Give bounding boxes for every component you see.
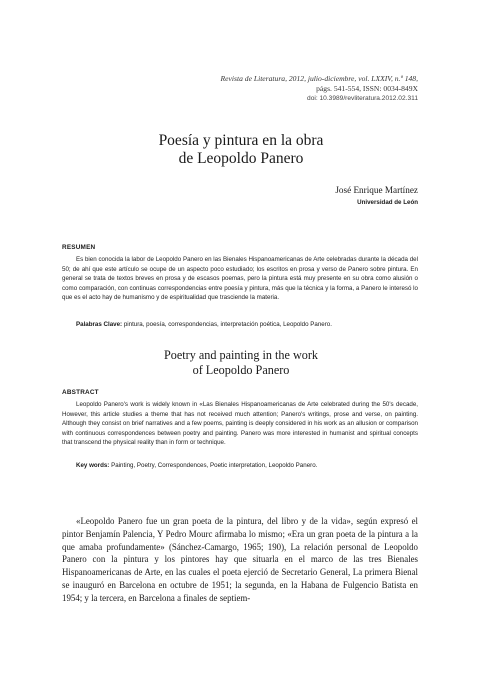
resumen-text: Es bien conocida la labor de Leopoldo Panero en las Bienales Hispanoamericanas de Arte celebradas durante la década del 50; de ahí que este artículo se ocupe de un aspecto poco estudiado; los escritos en prosa y verso de Panero sobre pintura. En general se trata de textos breves en prosa y de escasos poemas, pero la pintura está muy presente en su obra como alusión o como comparación, con continuas correspondencias entre poesía y pintura, más que la técnica y la forma, a Panero le interesó lo que es el acto hay de humanismo y de espiritualidad que trasciende la materia. [62, 256, 418, 302]
journal-line-1: Revista de Literatura, 2012, julio-diciembre, vol. LXXIV, n.º 148, [220, 74, 418, 83]
article-title-spanish [0, 132, 482, 168]
article-title-english [0, 348, 482, 378]
journal-citation [221, 74, 418, 105]
abstract-text: Leopoldo Panero's work is widely known in «Las Bienales Hispanoamericanas de Arte celebrated during the 50's decade, However, this article studies a theme that has not received much attention; Panero's writings, prose and verse, on painting. Although they consist on brief narratives and a few poems, painting is deeply considered in his work as an allusion or comparison with continuous correspondences between poetry and painting. Panero was more interested in humanist and spiritual concepts that transcend the physical reality than in form or technique. [62, 401, 418, 447]
body-paragraph: «Leopoldo Panero fue un gran poeta de la pintura, del libro y de la vida», según expresó el pintor Benjamín Palencia, Y Pedro Mourc afirmaba lo mismo; «Era un gran poeta de la pintura a la que amaba profundamente» (Sánchez-Camargo, 1965; 190), La relación personal de Leopoldo Panero con la pintura y los pintores hay que situarla en el marco de las tres Bienales Hispanoamericanas de Arte, en las cuales el poeta ejerció de Secretario General, La primera Bienal se inauguró en Barcelona en octubre de 1951; la segunda, en la Habana de Fulgencio Batista en 1954; y la tercera, en Barcelona a finales de septiem- [62, 516, 418, 603]
resumen-keywords-text: pintura, poesía, correspondencias, interpretación poética, Leopoldo Panero. [123, 321, 332, 328]
abstract-heading: ABSTRACT [62, 389, 99, 396]
title-es-line-2: de Leopoldo Panero [178, 150, 304, 167]
author-affiliation: Universidad de León [357, 199, 418, 206]
abstract-keywords [62, 461, 418, 471]
title-es-line-1: Poesía y pintura en la obra [158, 132, 324, 149]
resumen-keywords-label: Palabras Clave: [76, 321, 123, 328]
resumen-heading: RESUMEN [62, 244, 96, 251]
doi-link[interactable]: doi: 10.3989/revliteratura.2012.02.311 [307, 95, 418, 103]
title-en-line-2: of Leopoldo Panero [192, 363, 290, 377]
abstract-keywords-label: Key words: [76, 462, 110, 469]
title-en-line-1: Poetry and painting in the work [163, 348, 318, 362]
author-name: José Enrique Martínez [335, 185, 418, 195]
abstract-keywords-text: Painting, Poetry, Correspondences, Poetic interpretation, Leopoldo Panero. [111, 462, 318, 469]
resumen-keywords [62, 320, 418, 330]
journal-line-2: págs. 541-554, ISSN: 0034-849X [316, 84, 418, 94]
